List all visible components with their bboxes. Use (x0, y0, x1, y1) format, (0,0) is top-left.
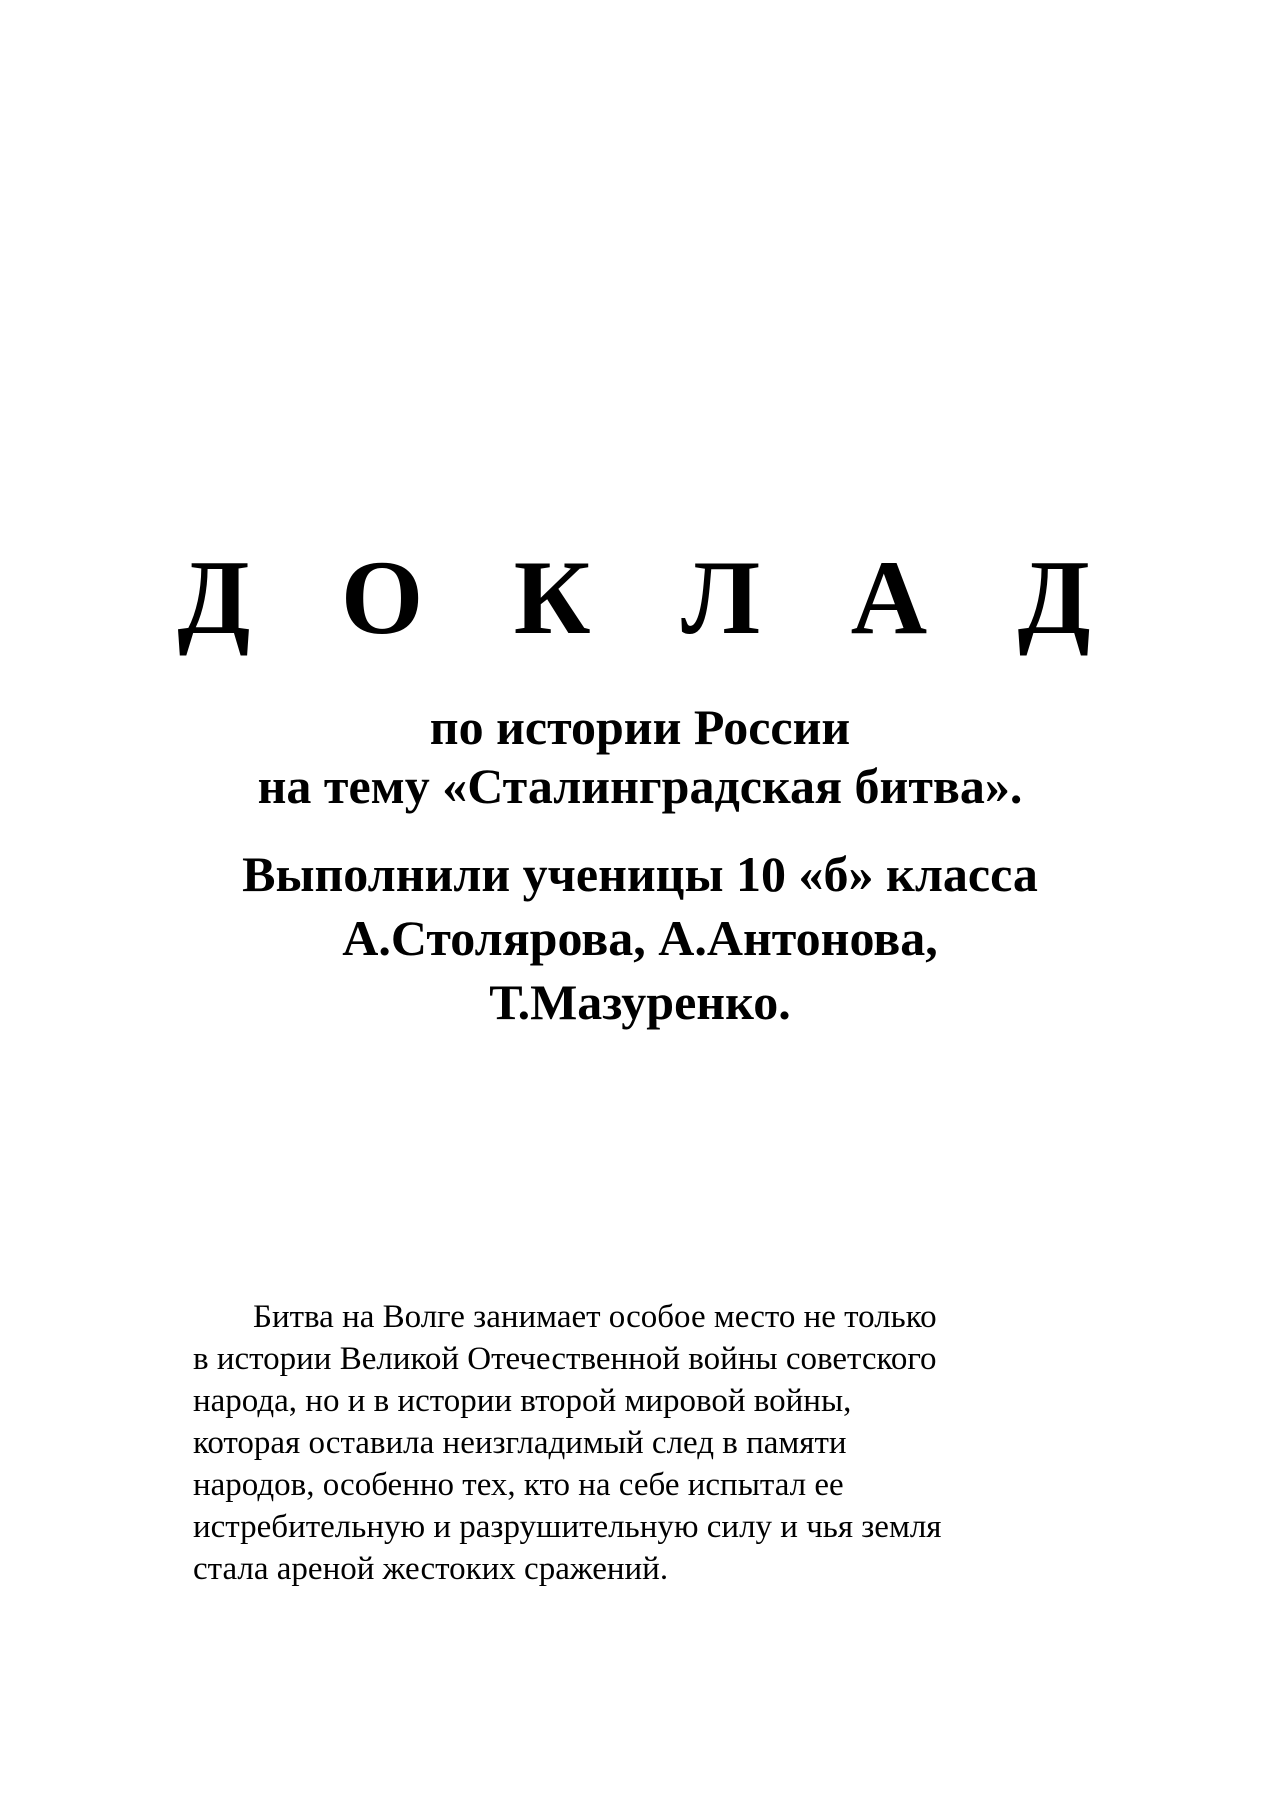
authors-line-class: Выполнили ученицы 10 «б» класса (242, 846, 1038, 902)
authors-block (0, 842, 1280, 1034)
paragraph-line: в истории Великой Отечественной войны советского (193, 1341, 937, 1377)
authors-line-last-name: Т.Мазуренко. (489, 974, 791, 1030)
paragraph-line: истребительную и разрушительную силу и чья земля (193, 1509, 942, 1545)
paragraph-line: которая оставила неизгладимый след в памяти (193, 1425, 847, 1461)
paragraph-line: стала ареной жестоких сражений. (193, 1551, 669, 1587)
paragraph-line: народов, особенно тех, кто на себе испытал ее (193, 1467, 844, 1503)
intro-paragraph (193, 1296, 1093, 1590)
subtitle-topic: на тему «Сталинградская битва». (257, 758, 1023, 814)
subtitle-subject: по истории России (429, 699, 851, 755)
paragraph-line: народа, но и в истории второй мировой войны, (193, 1383, 852, 1419)
authors-line-names: А.Столярова, А.Антонова, (342, 910, 938, 966)
report-title: Д О К Л А Д (177, 539, 1123, 656)
paragraph-line: Битва на Волге занимает особое место не только (253, 1299, 937, 1335)
